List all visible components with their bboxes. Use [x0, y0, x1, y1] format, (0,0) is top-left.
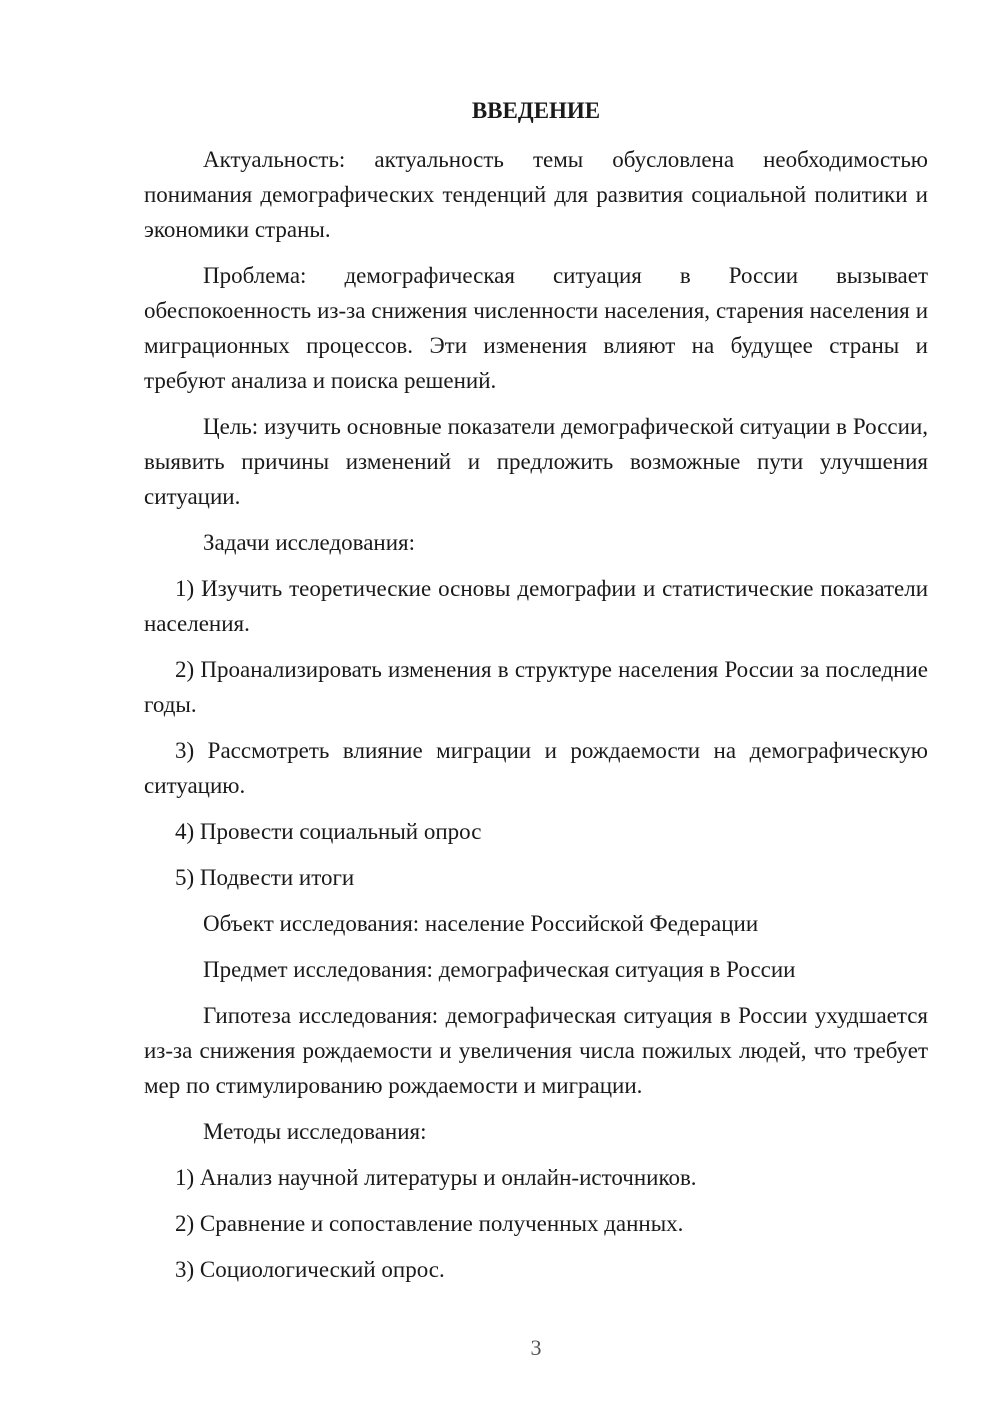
research-hypothesis: Гипотеза исследования: демографическая ситуация в России ухудшается из-за снижения рождаемости и увеличения числа пожилых людей, что требует мер по стимулированию рождаемости и миграции.: [144, 1003, 928, 1098]
page-title: ВВЕДЕНИЕ: [471, 98, 601, 123]
research-object: Объект исследования: население Российской Федерации: [203, 911, 759, 936]
tasks-heading: Задачи исследования:: [203, 530, 416, 555]
task-item-4: 4) Провести социальный опрос: [175, 819, 482, 844]
methods-heading: Методы исследования:: [203, 1119, 427, 1144]
task-item-2: 2) Проанализировать изменения в структуре населения России за последние годы.: [144, 657, 928, 717]
relevance-paragraph: Актуальность: актуальность темы обусловлена необходимостью понимания демографических тенденций для развития социальной политики и экономики страны.: [144, 147, 928, 242]
method-item-1: 1) Анализ научной литературы и онлайн-источников.: [175, 1165, 697, 1190]
task-item-3: 3) Рассмотреть влияние миграции и рождаемости на демографическую ситуацию.: [144, 738, 928, 798]
method-item-3: 3) Социологический опрос.: [175, 1257, 445, 1282]
problem-paragraph: Проблема: демографическая ситуация в России вызывает обеспокоенность из-за снижения численности населения, старения населения и миграционных процессов. Эти изменения влияют на будущее страны и требуют анализа и поиска решений.: [144, 263, 928, 393]
goal-paragraph: Цель: изучить основные показатели демографической ситуации в России, выявить причины изменений и предложить возможные пути улучшения ситуации.: [144, 414, 928, 509]
task-item-5: 5) Подвести итоги: [175, 865, 355, 890]
page-number: 3: [530, 1335, 542, 1360]
method-item-2: 2) Сравнение и сопоставление полученных данных.: [175, 1211, 684, 1236]
task-item-1: 1) Изучить теоретические основы демографии и статистические показатели населения.: [144, 576, 928, 636]
document-body: [144, 142, 928, 1287]
research-subject: Предмет исследования: демографическая ситуация в России: [203, 957, 796, 982]
